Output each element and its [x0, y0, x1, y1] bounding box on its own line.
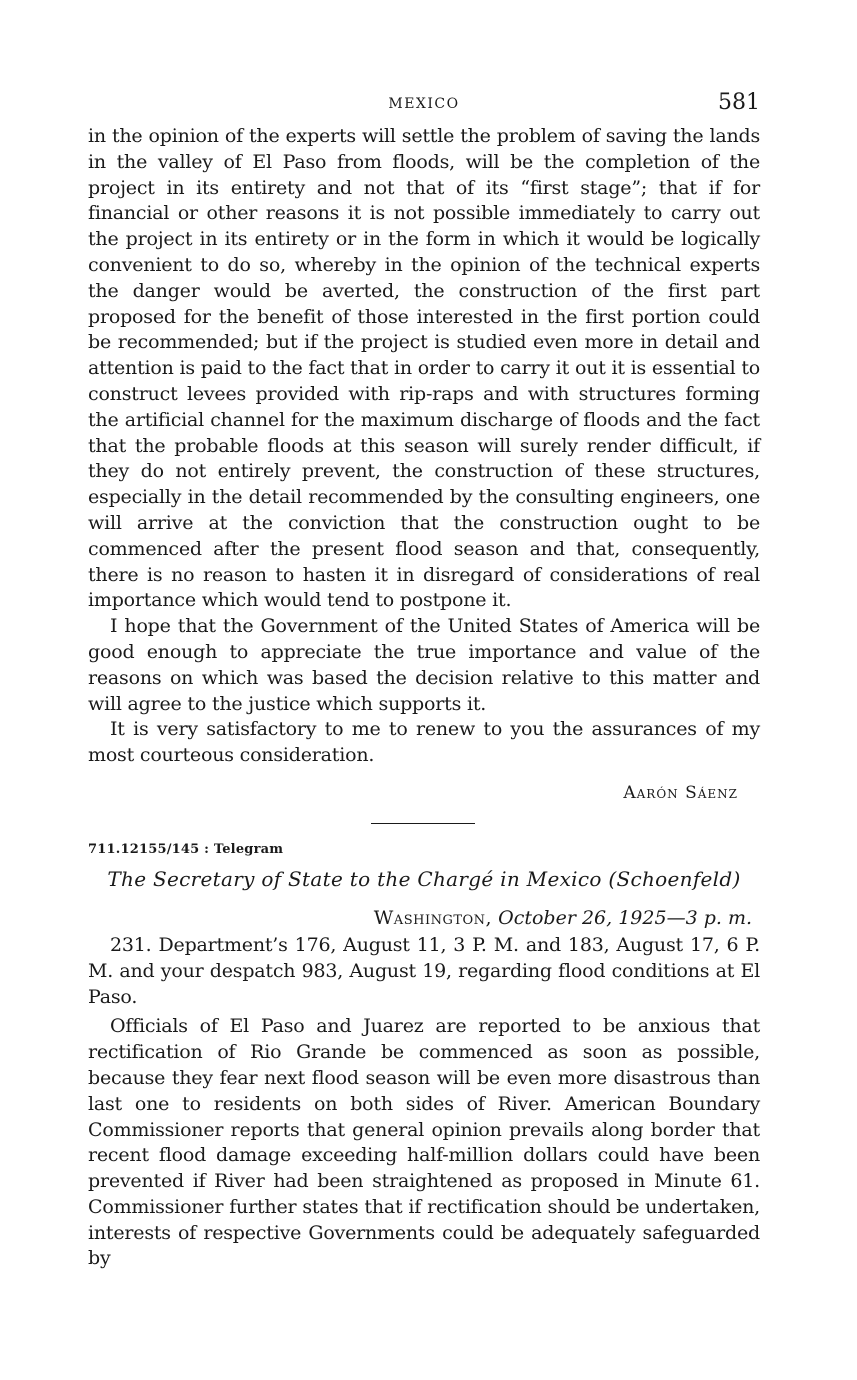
- section-divider: [371, 823, 475, 824]
- dateline: [88, 907, 752, 929]
- letter-paragraph: It is very satisfactory to me to renew to you the assurances of my most courteous consideration.: [88, 718, 760, 767]
- letter-paragraph: I hope that the Government of the United States of America will be good enough to appreciate the true importance and value of the reasons on which was based the decision relative to this matter and will agree to the justice which supports it.: [88, 615, 760, 715]
- letter-paragraph: in the opinion of the experts will settle the problem of saving the lands in the valley of El Paso from floods, will be the completion of the project in its entirety and not that of its “first stage”; that if for financial or other reasons it is not possible immediately to carry out the project in its entirety or in the form in which it would be logically convenient to do so, whereby in the opinion of the technical experts the danger would be averted, the construction of the first part proposed for the benefit of those interested in the first portion could be recommended; but if the project is studied even more in detail and attention is paid to the fact that in order to carry it out it is essential to construct levees provided with rip-raps and with structures forming the artificial channel for the maximum discharge of floods and the fact that the probable floods at this season will surely render difficult, if they do not entirely prevent, the construction of these structures, especially in the detail recommended by the consulting engineers, one will arrive at the conviction that the construction ought to be commenced after the present flood season and that, consequently, there is no reason to hasten it in disregard of considerations of real importance which would tend to postpone it.: [88, 125, 760, 612]
- telegram-body: [88, 933, 760, 1272]
- document-page: [88, 88, 760, 1272]
- page-number: 581: [718, 90, 760, 115]
- telegram-paragraph: Officials of El Paso and Juarez are reported to be anxious that rectification of Rio Grande be commenced as soon as possible, because they fear next flood season will be even more disastrous than last one to residents on both sides of River. American Boundary Commissioner reports that general opinion prevails along border that recent flood damage exceeding half-million dollars could have been prevented if River had been straightened as proposed in Minute 61. Commissioner further states that if rectification should be undertaken, interests of respective Governments could be adequately safeguarded by: [88, 1015, 760, 1270]
- document-heading: The Secretary of State to the Chargé in Mexico (Schoenfeld): [107, 866, 741, 891]
- running-title: MEXICO: [388, 96, 460, 112]
- dateline-date: October 26, 1925—3 p. m.: [498, 906, 752, 929]
- signature: Aarón Sáenz: [623, 782, 738, 803]
- letter-body: [88, 124, 760, 803]
- dateline-place: Washington,: [373, 906, 493, 929]
- file-reference: 711.12155/145 : Telegram: [88, 841, 284, 857]
- running-head: [88, 88, 760, 124]
- telegram-paragraph: 231. Department’s 176, August 11, 3 P. M. and 183, August 17, 6 P. M. and your despatch 983, August 19, regarding flood conditions at El Paso.: [88, 933, 760, 1008]
